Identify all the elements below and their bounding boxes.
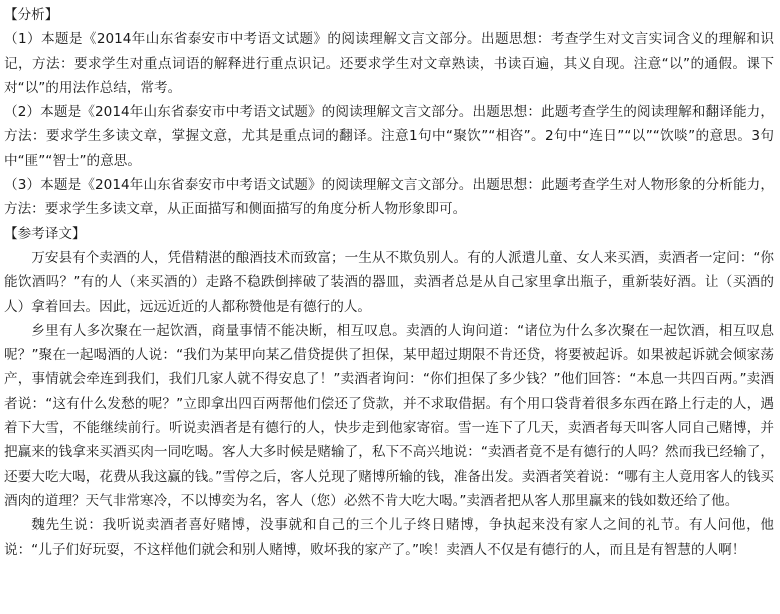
analysis-item-3: （3）本题是《2014年山东省泰安市中考语文试题》的阅读理解文言文部分。出题思想：此题考查学生对人物形象的分析能力，方法：要求学生多读文章，从正面描写和侧面描写的角度分析人物形象即可。 — [4, 177, 774, 218]
translation-paragraph-3: 魏先生说：我听说卖酒者喜好赌博，没事就和自己的三个儿子终日赌博，争执起来没有家人之间的礼节。有人问他，他说：“儿子们好玩耍，不这样他们就会和别人赌博，败坏我的家产了。”唉！卖酒人不仅是有德行的人，而且是有智慧的人啊！ — [4, 517, 774, 558]
analysis-heading: 【分析】 — [4, 7, 59, 23]
translation-section — [4, 222, 774, 562]
analysis-section — [4, 3, 774, 222]
translation-paragraph-2: 乡里有人多次聚在一起饮酒，商量事情不能决断，相互叹息。卖酒的人询问道：“诸位为什么多次聚在一起饮酒，相互叹息呢？”聚在一起喝酒的人说：“我们为某甲向某乙借贷提供了担保，某甲超过期限不肯还贷，将要被起诉。如果被起诉就会倾家荡产，事情就会牵连到我们，我们几家人就不得安息了！”卖酒者询问：“你们担保了多少钱？”他们回答：“本息一共四百两。”卖酒者说：“这有什么发愁的呢？”立即拿出四百两帮他们偿还了贷款，并不求取借据。有个用口袋背着很多东西在路上行走的人，遇着下大雪，不能继续前行。听说卖酒者是有德行的人，快步走到他家寄宿。雪一连下了几天，卖酒者每天叫客人同自己赌博，并把赢来的钱拿来买酒买肉一同吃喝。客人大多时候是赌输了，私下不高兴地说：“卖酒者竟不是有德行的人吗？然而我已经输了，还要大吃大喝，花费从我这赢的钱。”雪停之后，客人兑现了赌博所输的钱，准备出发。卖酒者笑着说：“哪有主人竟用客人的钱买酒肉的道理？天气非常寒冷，不以博奕为名，客人（您）必然不肯大吃大喝。”卖酒者把从客人那里赢来的钱如数还给了他。 — [4, 322, 774, 509]
translation-paragraph-1: 万安县有个卖酒的人，凭借精湛的酿酒技术而致富；一生从不欺负别人。有的人派遣儿童、女人来买酒，卖酒者一定问：“你能饮酒吗？”有的人（来买酒的）走路不稳跌倒摔破了装酒的器皿，卖酒者总是从自己家里拿出瓶子，重新装好酒。让（买酒的人）拿着回去。因此，远远近近的人都称赞他是有德行的人。 — [4, 249, 774, 315]
analysis-item-2: （2）本题是《2014年山东省泰安市中考语文试题》的阅读理解文言文部分。出题思想：此题考查学生的阅读理解和翻译能力，方法：要求学生多读文章，掌握文意，尤其是重点词的翻译。注意1句中“聚饮”“相咨”。2句中“连日”“以”“饮啖”的意思。3句中“匪”“智士”的意思。 — [4, 104, 774, 169]
analysis-item-1: （1）本题是《2014年山东省泰安市中考语文试题》的阅读理解文言文部分。出题思想：考查学生对文言实词含义的理解和识记，方法：要求学生对重点词语的解释进行重点识记。还要求学生对文章熟读，书读百遍，其义自现。注意“以”的通假。课下对“以”的用法作总结，常考。 — [4, 31, 774, 96]
translation-heading: 【参考译文】 — [4, 225, 86, 242]
